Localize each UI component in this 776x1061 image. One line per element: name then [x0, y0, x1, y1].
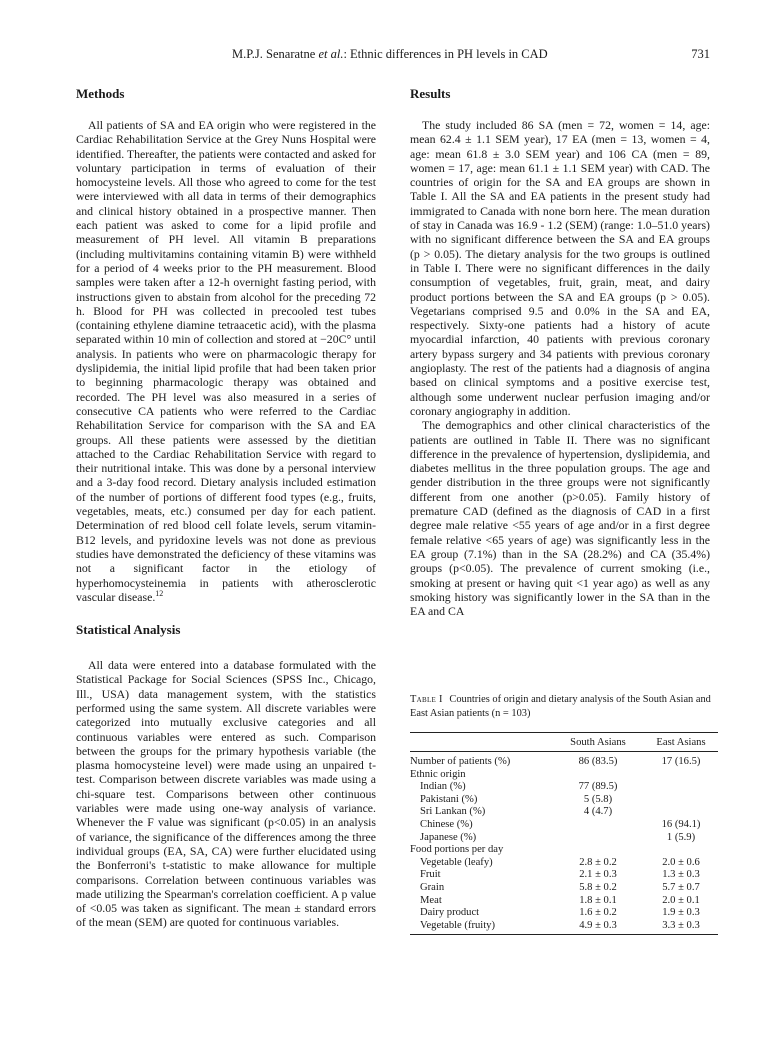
- results-heading: Results: [410, 86, 451, 101]
- cell-south-asians: 5.8 ± 0.2: [579, 881, 617, 893]
- row-label: Number of patients (%): [410, 756, 511, 767]
- row-label: Vegetable (leafy): [420, 856, 493, 868]
- row-label: Grain: [420, 881, 445, 893]
- row-label: Chinese (%): [420, 818, 473, 830]
- table-row: [410, 882, 718, 895]
- cell-south-asians: 77 (89.5): [578, 781, 618, 793]
- cell-east-asians: 2.0 ± 0.1: [662, 894, 700, 906]
- cell-east-asians: [644, 794, 718, 807]
- table-row: [410, 844, 718, 857]
- cell-south-asians: 4.9 ± 0.3: [552, 920, 644, 935]
- table-1: [410, 732, 718, 935]
- column-header-blank: [410, 733, 552, 752]
- row-label: Fruit: [420, 869, 441, 881]
- et-al: et al.: [318, 47, 344, 61]
- table-row: [410, 794, 718, 807]
- table-row: [410, 895, 718, 908]
- column-header-east-asians: East Asians: [644, 733, 718, 752]
- table-row: [410, 819, 718, 832]
- table-header-row: [410, 733, 718, 752]
- cell-south-asians: 2.1 ± 0.3: [579, 869, 617, 881]
- row-label: Meat: [420, 894, 442, 906]
- cell-east-asians: 1 (5.9): [666, 831, 696, 843]
- results-paragraph-2: The demographics and other clinical characteristics of the patients are outlined in Table II. There was no significant difference in the prevalence of hypertension, dyslipidemia, and diabetes mellitus in the three population groups. The age and gender distribution in the three groups were not significantly different from one another (p>0.05). Family history of premature CAD (defined as the diagnosis of CAD in a first degree male relative <55 years of age and/or in a first degree female relative <65 years of age) was significantly less in the EA group (7.1%) than in the SA (28.2%) and CA (35.4%) groups (p<0.05). The prevalence of current smoking (i.e., smoking at present or having quit <1 year ago) as well as any smoking history was significantly lower in the SA than in the EA and CA: [410, 418, 710, 619]
- cell-south-asians: [552, 769, 644, 782]
- methods-paragraph-text: All patients of SA and EA origin who were registered in the Cardiac Rehabilitation Service at the Grey Nuns Hospital were identified. Thereafter, the patients were contacted and asked for voluntary participation in terms of evaluation of their homocysteine levels. All those who agreed to come for the test were interviewed with all data in terms of their demographics and clinical history obtained in a prospective manner. Then each patient was asked to come for a lipid profile and measurement of PH level. All vitamin B preparations (including multivitamins containing vitamin B) were withheld for a period of 4 weeks prior to the PH measurement. Blood samples were taken after a 12-h overnight fasting period, with instructions given to abstain from alcohol for the preceding 72 h. Blood for PH was collected in precooled test tubes (containing ethylene diamine tetraacetic acid), with the plasma separated within 10 min of collection and stored at −20C° until analysis. In patients who were on pharmacologic therapy for dyslipidemia, the initial lipid profile that had been taken prior to beginning pharmacologic therapy was obtained and recorded. The PH level was also measured in a series of consecutive CA patients who were referred to the Cardiac Rehabilitation Service for comparison with the SA and EA groups. All these patients were assessed by the dietitian attached to the Cardiac Rehabilitation Service with regard to their nutritional intake. This was done by a personal interview and a 3-day food record. Dietary analysis included estimation of the number of portions of different food types (e.g., fruits, vegetables, meats, etc.) consumed per day for each patient. Determination of red blood cell folate levels, serum vitamin-B12 levels, and pyridoxine levels was not done as previous studies have demonstrated the deficiency of these vitamins was not a significant factor in the etiology of hyperhomocysteinemia in patients with atherosclerotic vascular disease.: [76, 118, 376, 604]
- statistical-analysis-heading: Statistical Analysis: [76, 622, 181, 638]
- column-header-south-asians: South Asians: [552, 733, 644, 752]
- methods-paragraph: [76, 118, 376, 604]
- cell-east-asians: [644, 844, 718, 857]
- cell-south-asians: 1.6 ± 0.2: [579, 907, 617, 919]
- table-label: Table I: [410, 694, 443, 705]
- cell-east-asians: 2.0 ± 0.6: [662, 856, 700, 868]
- cell-east-asians: 16 (94.1): [661, 818, 701, 830]
- cell-south-asians: 5 (5.8): [583, 793, 613, 805]
- cell-east-asians: 5.7 ± 0.7: [662, 881, 700, 893]
- table-row: [410, 781, 718, 794]
- statistical-analysis-paragraph: All data were entered into a database formulated with the Statistical Package for Social Sciences (SPSS Inc., Chicago, Ill., USA) data management system, with the statistics performed using the same system. All discrete variables were categorized into mutually exclusive categories and all continuous variables were entered as such. Comparison between the groups for the primary hypothesis variable (the plasma homocysteine level) were made using an unpaired t-test. Comparison between discrete variables was made using a chi-square test. Comparisons between other continuous variables were made using one-way analysis of variance. Whenever the F value was significant (p<0.05) in an analysis of variance, the significance of the differences among the three individual groups (EA, SA, CA) were further elucidated using the Bonferroni's t-statistic to make allowance for multiple comparisons. Correlation between continuous variables was made utilizing the Spearman's correlation coefficient. A p value of <0.05 was taken as significant. The mean ± standard errors of the mean (SEM) are quoted for continuous variables.: [76, 658, 376, 930]
- cell-east-asians: 3.3 ± 0.3: [644, 920, 718, 935]
- cell-south-asians: [552, 832, 644, 845]
- cell-east-asians: 17 (16.5): [661, 756, 701, 767]
- cell-east-asians: [644, 806, 718, 819]
- cell-east-asians: 1.3 ± 0.3: [662, 869, 700, 881]
- row-label: Pakistani (%): [420, 793, 478, 805]
- table-row: [410, 869, 718, 882]
- row-label: Sri Lankan (%): [420, 806, 486, 818]
- reference-superscript: 12: [155, 588, 164, 598]
- table-row: [410, 752, 718, 769]
- row-label: Japanese (%): [420, 831, 477, 843]
- table-caption: [410, 693, 715, 720]
- cell-south-asians: 86 (83.5): [578, 756, 618, 767]
- cell-south-asians: 4 (4.7): [583, 806, 613, 818]
- table-row: [410, 920, 718, 935]
- cell-south-asians: 2.8 ± 0.2: [579, 856, 617, 868]
- left-column: [76, 86, 376, 930]
- author-names: M.P.J. Senaratne: [232, 47, 316, 61]
- table-row: [410, 907, 718, 920]
- running-head-title: [232, 47, 548, 62]
- methods-heading: Methods: [76, 86, 125, 101]
- page-number: 731: [691, 47, 710, 61]
- row-label: Ethnic origin: [410, 768, 466, 780]
- row-label: Dairy product: [420, 907, 480, 919]
- row-label: Vegetable (fruity): [410, 920, 552, 935]
- table-row: [410, 769, 718, 782]
- article-short-title: : Ethnic differences in PH levels in CAD: [343, 47, 548, 61]
- right-column: [410, 86, 710, 618]
- row-label: Food portions per day: [410, 844, 504, 856]
- table-row: [410, 857, 718, 870]
- table-row: [410, 806, 718, 819]
- results-paragraph-1: The study included 86 SA (men = 72, women = 14, age: mean 62.4 ± 1.1 SEM year), 17 EA (men = 13, women = 4, age: mean 61.8 ± 3.0 SEM year) and 106 CA (men = 89, women = 17, age: mean 61.1 ± 1.1 SEM year) with CAD. The countries of origin for the SA and EA groups are shown in Table I. All the SA and EA patients in the present study had immigrated to Canada with none born here. The mean duration of stay in Canada was 16.9 - 1.2 (SEM) (range: 1.0–51.0 years) with no significant difference between the SA and EA groups (p > 0.05). The dietary analysis for the two groups is outlined in Table I. There were no significant differences in the daily consumption of vegetables, fruit, grain, meat, and dairy product portions between the SA and EA groups (p > 0.05). Vegetarians comprised 9.5 and 0.0% in the SA and EA, respectively. Sixty-one patients had a history of acute myocardial infarction, 40 patients with previous coronary artery bypass surgery and 34 patients with previous coronary angioplasty. The rest of the patients had a diagnosis of angina based on clinical symptoms and a positive exercise test, although some underwent nuclear perfusion imaging and/or coronary angiography in addition.: [410, 118, 710, 418]
- cell-south-asians: [552, 819, 644, 832]
- cell-south-asians: [552, 844, 644, 857]
- row-label: Indian (%): [420, 781, 466, 793]
- table-caption-text: Countries of origin and dietary analysis of the South Asian and East Asian patients (n = 103): [410, 694, 711, 719]
- cell-east-asians: [644, 769, 718, 782]
- cell-south-asians: 1.8 ± 0.1: [579, 894, 617, 906]
- table-row: [410, 832, 718, 845]
- cell-east-asians: [644, 781, 718, 794]
- cell-east-asians: 1.9 ± 0.3: [662, 907, 700, 919]
